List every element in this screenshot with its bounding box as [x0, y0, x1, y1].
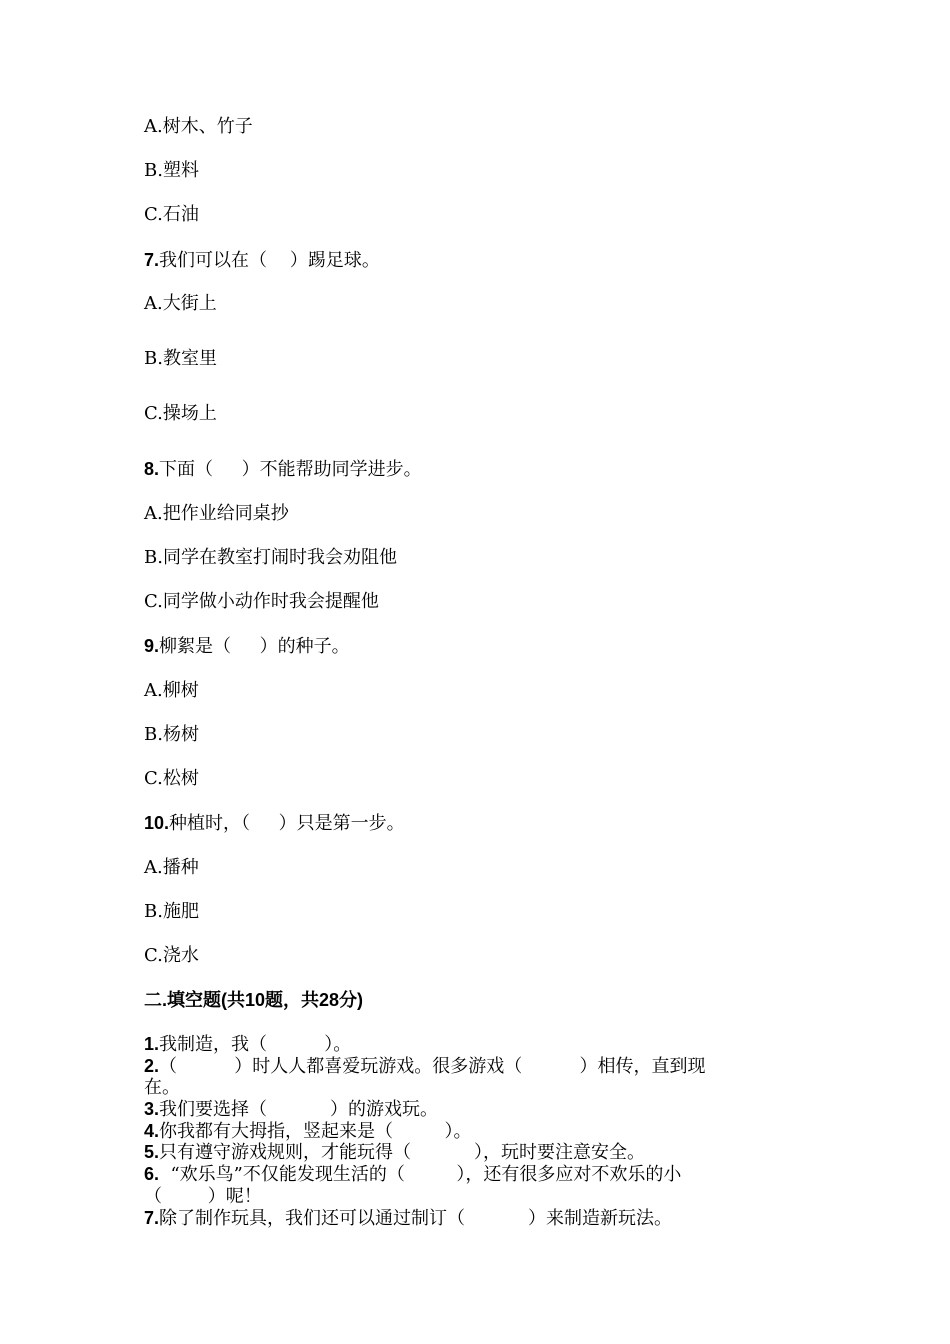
- q6-option-a: A.树木、竹子: [144, 116, 253, 137]
- fill-number: 5.: [144, 1142, 160, 1162]
- fill-text: 我制造，我（ ）。: [159, 1034, 352, 1055]
- fill-item: [144, 1034, 351, 1056]
- fill-item-continuation: [144, 1077, 180, 1099]
- q9-text: 柳絮是（ ）的种子。: [159, 636, 350, 657]
- section-heading: 二.填空题(共10题，共28分): [144, 990, 364, 1010]
- q6-option-c: C.石油: [144, 204, 199, 225]
- fill-item-continuation: [144, 1186, 262, 1208]
- fill-number: 3.: [144, 1099, 160, 1119]
- q7-option-a: A.大街上: [144, 293, 217, 314]
- q9-option-b: B.杨树: [144, 724, 199, 745]
- q9-number: 9.: [144, 636, 160, 656]
- q8-option-a: A.把作业给同桌抄: [144, 503, 289, 524]
- q6-option-b: B.塑料: [144, 160, 199, 181]
- q8-option-c: C.同学做小动作时我会提醒他: [144, 591, 379, 612]
- q7-question: [144, 249, 380, 272]
- fill-number: 4.: [144, 1121, 160, 1141]
- fill-text: “欢乐鸟”不仅能发现生活的（ ），还有很多应对不欢乐的小: [159, 1164, 682, 1185]
- fill-text: 我们要选择（ ）的游戏玩。: [159, 1099, 438, 1120]
- q10-option-b: B.施肥: [144, 901, 199, 922]
- fill-text: 在。: [144, 1077, 180, 1098]
- fill-text: 只有遵守游戏规则，才能玩得（ ），玩时要注意安全。: [159, 1142, 645, 1163]
- q9-option-a: A.柳树: [144, 680, 199, 701]
- fill-text: 除了制作玩具，我们还可以通过制订（ ）来制造新玩法。: [159, 1208, 672, 1229]
- q10-option-a: A.播种: [144, 857, 199, 878]
- fill-number: 6.: [144, 1164, 160, 1184]
- fill-item: [144, 1121, 472, 1143]
- q8-number: 8.: [144, 459, 160, 479]
- q10-question: [144, 812, 405, 835]
- q9-option-c: C.松树: [144, 768, 199, 789]
- q10-number: 10.: [144, 813, 170, 833]
- q10-option-c: C.浇水: [144, 945, 199, 966]
- fill-number: 1.: [144, 1034, 160, 1054]
- fill-item: [144, 1142, 645, 1164]
- q8-option-b: B.同学在教室打闹时我会劝阻他: [144, 547, 397, 568]
- q8-text: 下面（ ）不能帮助同学进步。: [159, 459, 422, 480]
- fill-item: [144, 1056, 705, 1078]
- q7-option-c: C.操场上: [144, 403, 217, 424]
- fill-item: [144, 1099, 438, 1121]
- fill-number: 7.: [144, 1208, 160, 1228]
- fill-item: [144, 1208, 672, 1230]
- fill-text: （ ）呢！: [144, 1186, 262, 1207]
- fill-text: 你我都有大拇指，竖起来是（ ）。: [159, 1121, 472, 1142]
- q7-number: 7.: [144, 250, 160, 270]
- q7-option-b: B.教室里: [144, 348, 217, 369]
- q8-question: [144, 458, 422, 481]
- q9-question: [144, 635, 350, 658]
- fill-item: [144, 1164, 681, 1186]
- q7-text: 我们可以在（ ）踢足球。: [159, 250, 380, 271]
- fill-text: （ ）时人人都喜爱玩游戏。很多游戏（ ）相传，直到现: [159, 1056, 706, 1077]
- q10-text: 种植时，（ ）只是第一步。: [169, 813, 405, 834]
- fill-number: 2.: [144, 1056, 160, 1076]
